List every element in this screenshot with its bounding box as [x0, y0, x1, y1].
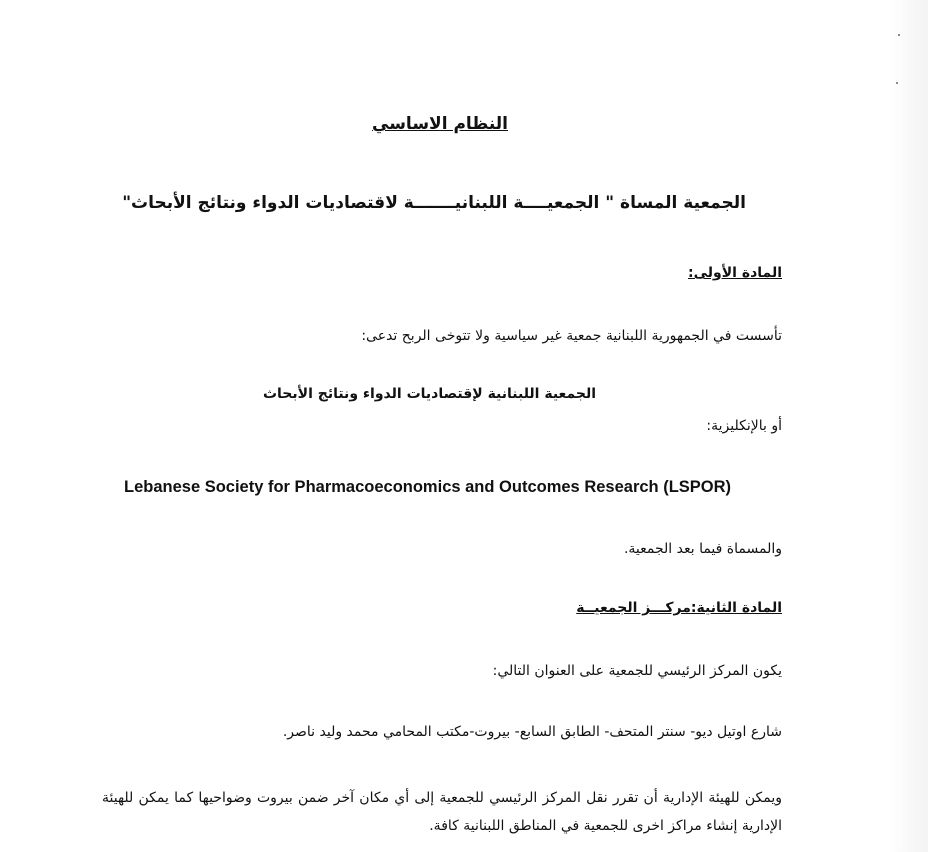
english-intro: أو بالإنكليزية: [706, 418, 782, 434]
article-2-heading: المادة الثانية:مركـــز الجمعيــة [576, 600, 782, 616]
hereinafter-text: والمسماة فيما بعد الجمعية. [623, 541, 782, 557]
document-title: النظام الاساسي [372, 114, 508, 134]
article-1-heading: المادة الأولى: [688, 265, 782, 281]
society-arabic-name: الجمعية اللبنانية لإقتصاديات الدواء ونتائج الأبحاث [262, 386, 596, 402]
headquarters-intro: يكون المركز الرئيسي للجمعية على العنوان التالي: [492, 663, 782, 679]
article-1-founding-text: تأسست في الجمهورية اللبنانية جمعية غير سياسية ولا تتوخى الربح تدعى: [361, 328, 782, 344]
document-subtitle: الجمعية المساة " الجمعيــــة اللبنانيـــــــة لاقتصاديات الدواء ونتائج الأبحاث" [122, 193, 746, 213]
headquarters-address: شارع اوتيل ديو- سنتر المتحف- الطابق السابع- بيروت-مكتب المحامي محمد وليد ناصر. [282, 724, 782, 740]
society-english-name: Lebanese Society for Pharmacoeconomics and Outcomes Research (LSPOR) [124, 478, 732, 496]
scan-speck [898, 34, 900, 36]
scan-speck [896, 82, 898, 84]
relocation-paragraph: ويمكن للهيئة الإدارية أن تقرر نقل المركز الرئيسي للجمعية إلى أي مكان آخر ضمن بيروت وضواحيها كما يمكن للهيئة الإدارية إنشاء مراكز اخرى للجمعية في المناطق اللبنانية كافة. [102, 790, 782, 834]
scan-edge-shadow [888, 0, 928, 852]
